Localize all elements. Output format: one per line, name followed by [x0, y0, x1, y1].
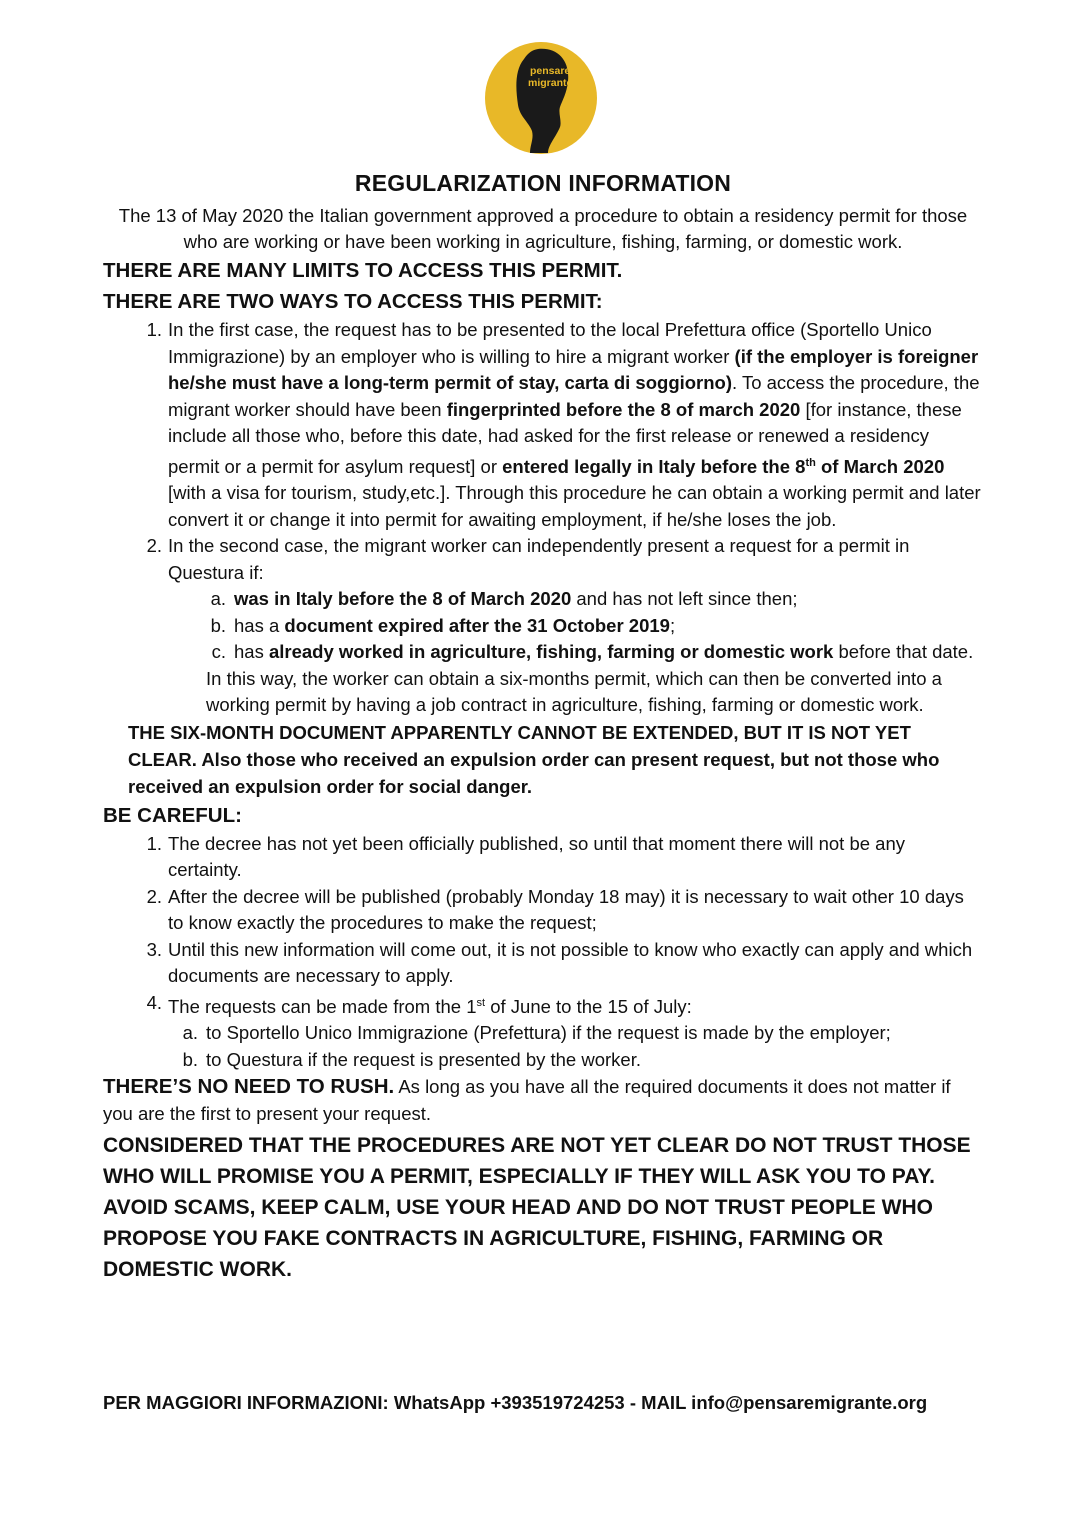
way1-bold: entered legally in Italy before the 8 [502, 455, 806, 477]
careful-text: Until this new information will come out, it is not possible to know who exactly can apply and which documents are necessary to apply. [168, 938, 973, 987]
intro-paragraph: The 13 of May 2020 the Italian government approved a procedure to obtain a residency permit for those who are working or have been working in agriculture, fishing, farming, or domestic work. [118, 205, 968, 252]
way1-bold: fingerprinted before the 8 of march 2020 [446, 398, 801, 420]
list-number: 3. [146, 938, 162, 960]
condition-text: before that date. [833, 641, 974, 663]
condition-bold: was in Italy before the 8 of March 2020 [234, 588, 572, 610]
limits-heading: THERE ARE MANY LIMITS TO ACCESS THIS PERMIT. [103, 259, 623, 282]
careful-sub-text: to Sportello Unico Immigrazione (Prefettura) if the request is made by the employer; [206, 1022, 891, 1044]
list-letter: b. [210, 614, 226, 636]
way1-text: . To access the procedure, the migrant worker should have been [168, 372, 980, 420]
careful-text: of June to the 15 of July: [485, 995, 692, 1017]
logo-text-line2: migrante [528, 77, 573, 89]
way2-conditions [103, 586, 983, 719]
way1-text: In the first case, the request has to be presented to the local Prefettura office (Sportello Unico Immigrazione) by an employer who is willing to hire a migrant worker [168, 319, 932, 367]
list-letter: c. [211, 641, 226, 663]
six-month-note: THE SIX-MONTH DOCUMENT APPARENTLY CANNOT BE EXTENDED, BUT IT IS NOT YET CLEAR. Also those who received an expulsion order can present request, but not those who received an expulsion order for social danger. [128, 721, 940, 797]
condition-text: and has not left since then; [571, 588, 798, 610]
careful-text: The decree has not yet been officially published, so until that moment there will not be any certainty. [168, 832, 906, 881]
list-item [210, 613, 983, 640]
contact-footer: PER MAGGIORI INFORMAZIONI: WhatsApp +393519724253 - MAIL info@pensaremigrante.org [103, 1392, 928, 1413]
list-number: 4. [146, 991, 162, 1013]
way-2-item [146, 533, 983, 586]
way2-text: In the second case, the migrant worker can independently present a request for a permit in Questura if: [168, 535, 910, 583]
condition-text: has a [234, 614, 285, 636]
list-item [182, 1020, 983, 1047]
list-item [146, 937, 983, 990]
careful-heading: BE CAREFUL: [103, 803, 242, 827]
way1-bold: (if the employer is foreigner he/she must have a long-term permit of stay, carta di soggiorno) [168, 345, 979, 393]
list-item [146, 884, 983, 937]
way1-sup: th [805, 456, 816, 469]
warning-paragraph: CONSIDERED THAT THE PROCEDURES ARE NOT YET CLEAR DO NOT TRUST THOSE WHO WILL PROMISE YOU A PERMIT, ESPECIALLY IF THEY WILL ASK YOU TO PAY. AVOID SCAMS, KEEP CALM, USE YOUR HEAD AND DO NOT TRUST PEOPLE WHO PROPOSE YOU FAKE CONTRACTS IN AGRICULTURE, FISHING, FARMING OR DOMESTIC WORK. [103, 1134, 971, 1282]
logo-text-line1: pensare [530, 65, 571, 77]
list-number: 2. [146, 885, 162, 907]
careful-sub-list [103, 1020, 983, 1073]
careful-list [103, 831, 983, 1021]
document [103, 170, 983, 1285]
rush-text: As long as you have all the required documents it does not matter if you are the first to present your request. [103, 1076, 951, 1125]
way1-bold: of March 2020 [815, 455, 945, 477]
way2-after-text: In this way, the worker can obtain a six-months permit, which can then be converted into a working permit by having a job contract in agriculture, fishing, farming or domestic work. [206, 667, 942, 716]
condition-text: ; [669, 614, 676, 636]
careful-text: After the decree will be published (probably Monday 18 may) it is necessary to wait other 10 days to know exactly the procedures to make the request; [168, 885, 964, 934]
way-1-item [146, 317, 983, 533]
list-item [211, 639, 983, 666]
list-number: 1. [146, 832, 162, 854]
list-letter: a. [210, 588, 226, 610]
pensare-migrante-logo [484, 41, 598, 155]
list-number: 1. [146, 319, 162, 340]
list-item [146, 831, 983, 884]
condition-bold: document expired after the 31 October 2019 [284, 614, 670, 636]
list-item [182, 1047, 983, 1074]
careful-text: The requests can be made from the 1 [168, 995, 477, 1017]
way1-text: [with a visa for tourism, study,etc.]. Through this procedure he can obtain a working permit and later convert it or change it into permit for awaiting employment, if he/she loses the job. [168, 482, 981, 530]
careful-sub-text: to Questura if the request is presented by the worker. [206, 1048, 641, 1070]
list-item [210, 586, 983, 613]
condition-text: has [234, 641, 269, 663]
list-item [146, 990, 983, 1021]
list-letter: a. [182, 1022, 198, 1044]
rush-bold: THERE’S NO NEED TO RUSH. [103, 1075, 395, 1099]
condition-bold: already worked in agriculture, fishing, farming or domestic work [268, 641, 834, 663]
ways-heading: THERE ARE TWO WAYS TO ACCESS THIS PERMIT: [103, 290, 603, 313]
list-number: 2. [146, 535, 162, 557]
careful-sup: st [476, 996, 486, 1009]
rush-paragraph [103, 1073, 983, 1127]
ways-list [103, 317, 983, 586]
way1-text: [for instance, these include all those who, before this date, had asked for the first release or renewed a residency permit or a permit for asylum request] or [168, 398, 962, 477]
document-title: REGULARIZATION INFORMATION [354, 170, 732, 196]
list-letter: b. [182, 1048, 198, 1070]
